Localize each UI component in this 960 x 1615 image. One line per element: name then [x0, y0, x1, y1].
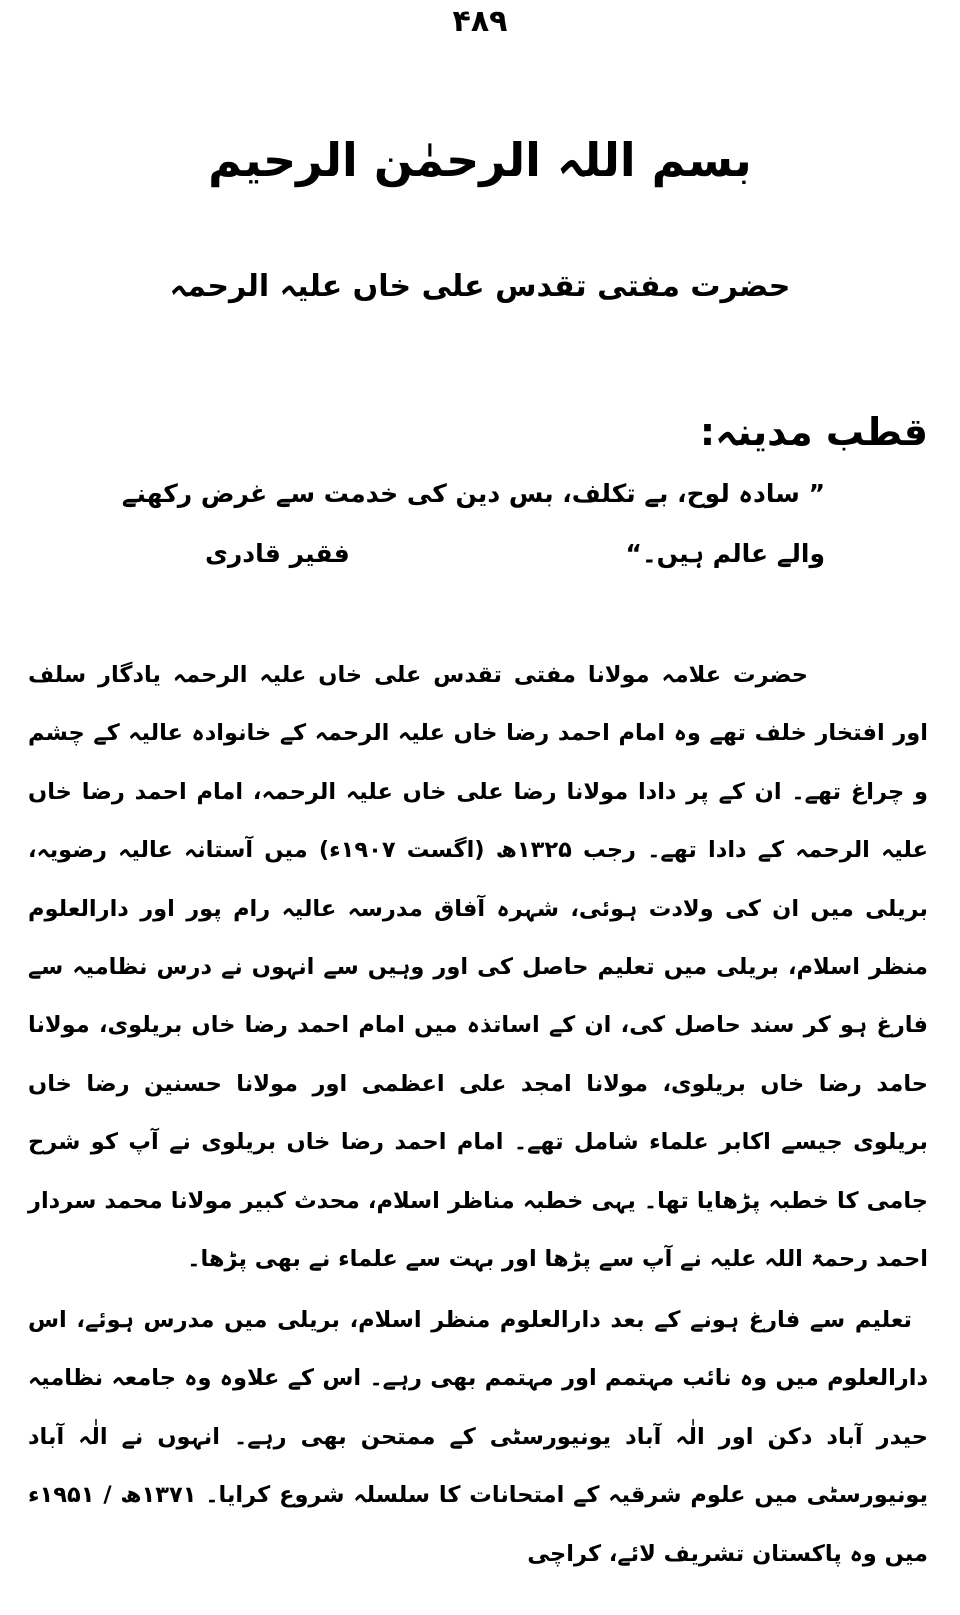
section-heading: قطب مدینہ:	[699, 410, 928, 454]
quote-line-1: ” سادہ لوح، بے تکلف، بس دین کی خدمت سے غرض رکھنے	[121, 479, 825, 508]
quote-signature: فقیر قادری	[205, 539, 350, 568]
body-paragraph-1: حضرت علامہ مولانا مفتی تقدس علی خاں علیہ الرحمہ یادگار سلف اور افتخار خلف تھے وہ امام احمد رضا خاں علیہ الرحمہ کے خانوادہ عالیہ کے چشم و چراغ تھے۔ ان کے پر دادا مولانا رضا علی خاں علیہ الرحمہ، امام احمد رضا خاں علیہ الرحمہ کے دادا تھے۔ رجب ۱۳۲۵ھ (اگست ۱۹۰۷ء) میں آستانہ عالیہ رضویہ، بریلی میں ان کی ولادت ہوئی، شہرہ آفاق مدرسہ عالیہ رام پور اور دارالعلوم منظر اسلام، بریلی میں تعلیم حاصل کی اور وہیں سے انہوں نے درس نظامیہ سے فارغ ہو کر سند حاصل کی، ان کے اساتذہ میں امام احمد رضا خاں بریلوی، مولانا حامد رضا خاں بریلوی، مولانا امجد علی اعظمی اور مولانا حسنین رضا خاں بریلوی جیسے اکابر علماء شامل تھے۔ امام احمد رضا خاں بریلوی نے آپ کو شرح جامی کا خطبہ پڑھایا تھا۔ یہی خطبہ مناظر اسلام، محدث کبیر مولانا محمد سردار احمد رحمۃ اللہ علیہ نے آپ سے پڑھا اور بہت سے علماء نے بھی پڑھا۔	[28, 662, 928, 1273]
body-paragraph-2: تعلیم سے فارغ ہونے کے بعد دارالعلوم منظر اسلام، بریلی میں مدرس ہوئے، اس دارالعلوم میں وہ نائب مہتمم اور مہتمم بھی رہے۔ اس کے علاوہ وہ جامعہ نظامیہ حیدر آباد دکن اور الٰہ آباد یونیورسٹی کے ممتحن بھی رہے۔ انہوں نے الٰہ آباد یونیورسٹی میں علوم شرقیہ کے امتحانات کا سلسلہ شروع کرایا۔ ۱۳۷۱ھ / ۱۹۵۱ء میں وہ پاکستان تشریف لائے، کراچی	[28, 1307, 928, 1567]
bismillah-heading: بسم اللہ الرحمٰن الرحیم	[208, 133, 752, 187]
chapter-title: حضرت مفتی تقدس علی خاں علیہ الرحمہ	[169, 269, 791, 304]
page-number: ۴۸۹	[452, 4, 508, 39]
quote-line-2: والے عالم ہیں۔“	[625, 539, 825, 568]
